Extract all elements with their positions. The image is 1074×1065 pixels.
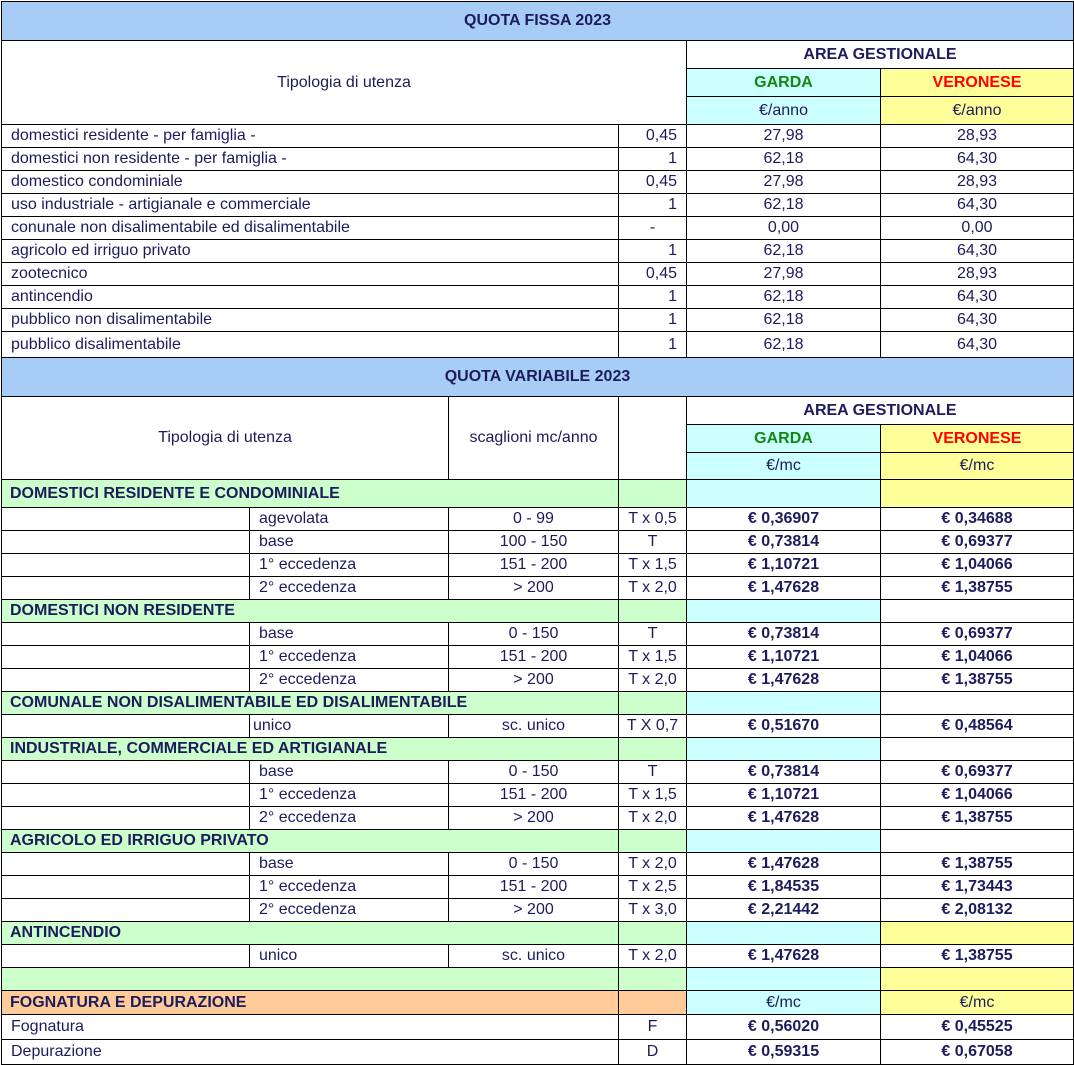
row-blank-cell	[1, 944, 250, 968]
row-blank-cell	[1, 507, 250, 531]
sewer-row-veronese: € 0,45525	[880, 1014, 1074, 1040]
fixed-row-veronese: 28,93	[880, 170, 1074, 194]
fixed-title: QUOTA FISSA 2023	[1, 1, 1074, 41]
section-garda-spacer	[686, 599, 881, 623]
row-blank-cell	[1, 622, 250, 646]
row-factor: T x 0,5	[618, 507, 687, 531]
row-range: 0 - 150	[448, 852, 619, 876]
section-title-industriale: INDUSTRIALE, COMMERCIALE ED ARTIGIANALE	[1, 737, 619, 761]
row-range: > 200	[448, 576, 619, 600]
row-factor: T x 2,0	[618, 852, 687, 876]
fixed-area-header: AREA GESTIONALE	[686, 40, 1074, 69]
row-type: base	[249, 622, 449, 646]
row-veronese: € 1,38755	[880, 852, 1074, 876]
row-veronese: € 2,08132	[880, 898, 1074, 922]
section-veronese-spacer	[880, 479, 1074, 508]
row-factor: T x 2,0	[618, 668, 687, 692]
row-range: > 200	[448, 668, 619, 692]
fixed-row-coef: 1	[618, 147, 687, 171]
row-garda: € 1,10721	[686, 645, 881, 669]
fixed-row-garda: 62,18	[686, 147, 881, 171]
row-veronese: € 1,38755	[880, 806, 1074, 830]
variable-veronese-label: VERONESE	[880, 424, 1074, 453]
fixed-row-coef: 0,45	[618, 262, 687, 286]
row-factor: T	[618, 530, 687, 554]
fixed-row-label: pubblico non disalimentabile	[1, 308, 619, 332]
sewer-title: FOGNATURA E DEPURAZIONE	[1, 990, 619, 1015]
row-veronese: € 1,04066	[880, 553, 1074, 577]
row-blank-cell	[1, 875, 250, 899]
row-veronese: € 1,38755	[880, 576, 1074, 600]
fixed-row-garda: 27,98	[686, 170, 881, 194]
row-garda: € 0,73814	[686, 760, 881, 784]
row-factor: T x 2,5	[618, 875, 687, 899]
row-type: 1° eccedenza	[249, 553, 449, 577]
row-type: 1° eccedenza	[249, 783, 449, 807]
sewer-unit-garda: €/mc	[686, 990, 881, 1015]
row-blank-cell	[1, 645, 250, 669]
spacer-band	[1, 967, 619, 991]
row-blank-cell	[1, 760, 250, 784]
row-garda: € 1,10721	[686, 783, 881, 807]
fixed-row-veronese: 28,93	[880, 124, 1074, 148]
fixed-row-veronese: 64,30	[880, 239, 1074, 263]
section-title-domestici-residente: DOMESTICI RESIDENTE E CONDOMINIALE	[1, 479, 619, 508]
fixed-row-label: conunale non disalimentabile ed disalimentabile	[1, 216, 619, 240]
section-factor-spacer	[618, 829, 687, 853]
section-veronese-spacer	[880, 737, 1074, 761]
row-type: unico	[249, 944, 449, 968]
row-factor: T x 3,0	[618, 898, 687, 922]
fixed-row-coef: 1	[618, 239, 687, 263]
fixed-row-veronese: 64,30	[880, 147, 1074, 171]
row-factor: T x 2,0	[618, 806, 687, 830]
sewer-row-veronese: € 0,67058	[880, 1039, 1074, 1065]
fixed-tipologia-header: Tipologia di utenza	[1, 40, 687, 125]
row-blank-cell	[1, 714, 250, 738]
fixed-row-garda: 62,18	[686, 331, 881, 358]
row-range: 100 - 150	[448, 530, 619, 554]
row-garda: € 1,47628	[686, 806, 881, 830]
row-blank-cell	[1, 668, 250, 692]
row-range: 151 - 200	[448, 553, 619, 577]
section-garda-spacer	[686, 691, 881, 715]
fixed-row-coef: 0,45	[618, 124, 687, 148]
row-range: 151 - 200	[448, 783, 619, 807]
row-veronese: € 1,38755	[880, 668, 1074, 692]
fixed-row-veronese: 64,30	[880, 193, 1074, 217]
section-garda-spacer	[686, 479, 881, 508]
section-garda-spacer	[686, 829, 881, 853]
fixed-row-garda: 62,18	[686, 239, 881, 263]
fixed-row-veronese: 0,00	[880, 216, 1074, 240]
fixed-row-coef: 1	[618, 193, 687, 217]
section-title-agricolo: AGRICOLO ED IRRIGUO PRIVATO	[1, 829, 619, 853]
fixed-row-garda: 62,18	[686, 285, 881, 309]
fixed-row-label: uso industriale - artigianale e commerciale	[1, 193, 619, 217]
fixed-garda-label: GARDA	[686, 68, 881, 97]
section-factor-spacer	[618, 691, 687, 715]
row-blank-cell	[1, 530, 250, 554]
fixed-row-label: domestico condominiale	[1, 170, 619, 194]
section-garda-spacer	[686, 921, 881, 945]
row-garda: € 0,36907	[686, 507, 881, 531]
sewer-row-garda: € 0,56020	[686, 1014, 881, 1040]
row-factor: T	[618, 760, 687, 784]
row-range: 151 - 200	[448, 875, 619, 899]
variable-tipologia-header: Tipologia di utenza	[1, 396, 449, 480]
sewer-row-label: Fognatura	[1, 1014, 619, 1040]
section-veronese-spacer	[880, 921, 1074, 945]
row-veronese: € 0,69377	[880, 622, 1074, 646]
fixed-row-garda: 27,98	[686, 262, 881, 286]
row-range: > 200	[448, 806, 619, 830]
row-type: 2° eccedenza	[249, 576, 449, 600]
row-factor: T X 0,7	[618, 714, 687, 738]
row-garda: € 1,47628	[686, 852, 881, 876]
sewer-row-garda: € 0,59315	[686, 1039, 881, 1065]
row-factor: T x 1,5	[618, 783, 687, 807]
fixed-row-label: pubblico disalimentabile	[1, 331, 619, 358]
row-garda: € 0,73814	[686, 622, 881, 646]
row-veronese: € 0,34688	[880, 507, 1074, 531]
row-type: base	[249, 760, 449, 784]
row-factor: T x 1,5	[618, 553, 687, 577]
row-range: 0 - 99	[448, 507, 619, 531]
section-factor-spacer	[618, 599, 687, 623]
row-type: 2° eccedenza	[249, 668, 449, 692]
fixed-unit-veronese: €/anno	[880, 96, 1074, 125]
variable-unit-garda: €/mc	[686, 452, 881, 480]
fixed-row-garda: 62,18	[686, 193, 881, 217]
row-range: > 200	[448, 898, 619, 922]
fixed-row-label: zootecnico	[1, 262, 619, 286]
fixed-unit-garda: €/anno	[686, 96, 881, 125]
row-type: base	[249, 852, 449, 876]
section-factor-spacer	[618, 737, 687, 761]
row-blank-cell	[1, 852, 250, 876]
row-range: sc. unico	[448, 944, 619, 968]
fixed-row-veronese: 64,30	[880, 331, 1074, 358]
row-garda: € 0,73814	[686, 530, 881, 554]
row-blank-cell	[1, 553, 250, 577]
section-factor-spacer	[618, 479, 687, 508]
row-factor: T x 1,5	[618, 645, 687, 669]
row-garda: € 2,21442	[686, 898, 881, 922]
row-garda: € 1,47628	[686, 668, 881, 692]
row-veronese: € 1,38755	[880, 944, 1074, 968]
fixed-row-label: agricolo ed irriguo privato	[1, 239, 619, 263]
sewer-unit-veronese: €/mc	[880, 990, 1074, 1015]
row-range: sc. unico	[448, 714, 619, 738]
variable-factor-header	[618, 396, 687, 480]
variable-unit-veronese: €/mc	[880, 452, 1074, 480]
row-veronese: € 1,04066	[880, 783, 1074, 807]
row-factor: T x 2,0	[618, 576, 687, 600]
section-garda-spacer	[686, 737, 881, 761]
row-type: 1° eccedenza	[249, 645, 449, 669]
row-type: 1° eccedenza	[249, 875, 449, 899]
spacer-band-veronese	[880, 967, 1074, 991]
row-garda: € 1,47628	[686, 576, 881, 600]
fixed-row-garda: 27,98	[686, 124, 881, 148]
row-factor: T x 2,0	[618, 944, 687, 968]
section-title-antincendio: ANTINCENDIO	[1, 921, 619, 945]
row-type: 2° eccedenza	[249, 806, 449, 830]
section-title-comunale: COMUNALE NON DISALIMENTABILE ED DISALIMENTABILE	[1, 691, 619, 715]
row-type: agevolata	[249, 507, 449, 531]
section-title-domestici-non-residente: DOMESTICI NON RESIDENTE	[1, 599, 619, 623]
row-factor: T	[618, 622, 687, 646]
row-range: 0 - 150	[448, 622, 619, 646]
fixed-row-coef: 1	[618, 308, 687, 332]
row-veronese: € 1,73443	[880, 875, 1074, 899]
fixed-veronese-label: VERONESE	[880, 68, 1074, 97]
row-veronese: € 0,69377	[880, 530, 1074, 554]
section-veronese-spacer	[880, 691, 1074, 715]
sewer-row-code: F	[618, 1014, 687, 1040]
variable-scaglioni-header: scaglioni mc/anno	[448, 396, 619, 480]
row-blank-cell	[1, 783, 250, 807]
fixed-row-veronese: 64,30	[880, 308, 1074, 332]
row-garda: € 1,84535	[686, 875, 881, 899]
fixed-row-veronese: 28,93	[880, 262, 1074, 286]
variable-area-header: AREA GESTIONALE	[686, 396, 1074, 425]
fixed-row-label: antincendio	[1, 285, 619, 309]
fixed-row-coef: -	[618, 216, 687, 240]
row-veronese: € 0,48564	[880, 714, 1074, 738]
section-veronese-spacer	[880, 599, 1074, 623]
variable-garda-label: GARDA	[686, 424, 881, 453]
variable-title: QUOTA VARIABILE 2023	[1, 357, 1074, 397]
fixed-row-coef: 0,45	[618, 170, 687, 194]
sewer-title-factor	[618, 990, 687, 1015]
row-garda: € 1,10721	[686, 553, 881, 577]
row-blank-cell	[1, 576, 250, 600]
fixed-row-coef: 1	[618, 285, 687, 309]
section-factor-spacer	[618, 921, 687, 945]
row-blank-cell	[1, 898, 250, 922]
row-blank-cell	[1, 806, 250, 830]
fixed-row-label: domestici residente - per famiglia -	[1, 124, 619, 148]
spacer-band-garda	[686, 967, 881, 991]
row-range: 0 - 150	[448, 760, 619, 784]
sewer-row-label: Depurazione	[1, 1039, 619, 1065]
fixed-row-coef: 1	[618, 331, 687, 358]
sewer-row-code: D	[618, 1039, 687, 1065]
row-range: 151 - 200	[448, 645, 619, 669]
spacer-band-factor	[618, 967, 687, 991]
section-veronese-spacer	[880, 829, 1074, 853]
row-veronese: € 1,04066	[880, 645, 1074, 669]
row-type: unico	[249, 714, 449, 738]
row-type: 2° eccedenza	[249, 898, 449, 922]
row-type: base	[249, 530, 449, 554]
row-veronese: € 0,69377	[880, 760, 1074, 784]
row-garda: € 0,51670	[686, 714, 881, 738]
fixed-row-garda: 0,00	[686, 216, 881, 240]
row-garda: € 1,47628	[686, 944, 881, 968]
fixed-row-garda: 62,18	[686, 308, 881, 332]
fixed-row-veronese: 64,30	[880, 285, 1074, 309]
fixed-row-label: domestici non residente - per famiglia -	[1, 147, 619, 171]
